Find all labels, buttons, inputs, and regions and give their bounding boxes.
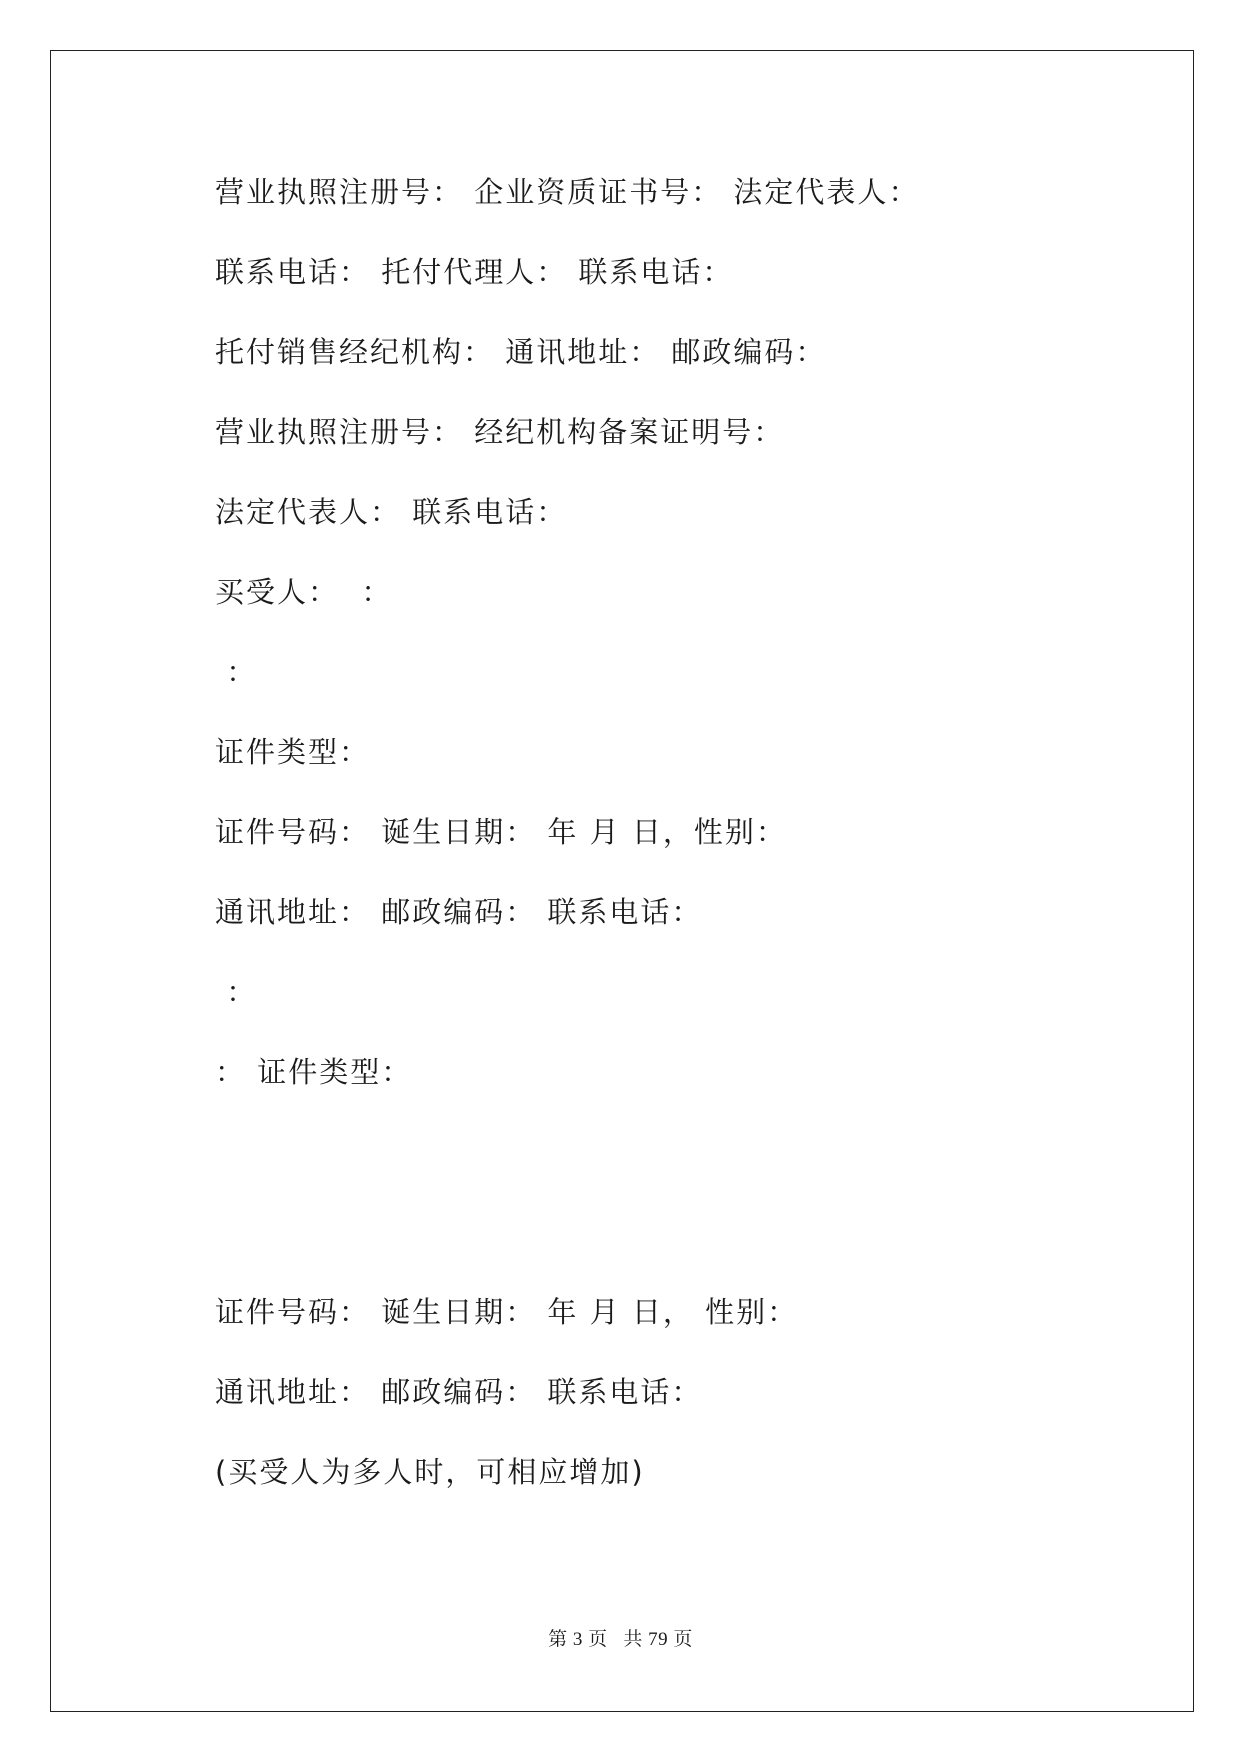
text-line-note: (买受人为多人时，可相应增加)	[215, 1455, 645, 1489]
text-line-legal-rep: 法定代表人： 联系电话：	[215, 495, 568, 529]
text-line-contact-agent: 联系电话： 托付代理人： 联系电话：	[215, 255, 734, 289]
page-number-footer: 第 3 页 共 79 页	[548, 1629, 693, 1650]
text-line-id-type: 证件类型：	[215, 735, 371, 769]
text-line-agency-record: 营业执照注册号： 经纪机构备案证明号：	[215, 415, 785, 449]
text-line-id-type-2: ： 证件类型：	[215, 1055, 413, 1089]
text-line-colon-1: ：	[215, 655, 258, 689]
text-line-id-number: 证件号码： 诞生日期： 年 月 日，性别：	[215, 815, 787, 849]
text-line-buyer: 买受人： ：	[215, 575, 393, 609]
text-line-address-2: 通讯地址： 邮政编码： 联系电话：	[215, 1375, 703, 1409]
text-line-address: 通讯地址： 邮政编码： 联系电话：	[215, 895, 703, 929]
text-line-id-number-2: 证件号码： 诞生日期： 年 月 日， 性别：	[215, 1295, 799, 1329]
text-line-colon-2: ：	[215, 975, 258, 1009]
text-line-business-license: 营业执照注册号： 企业资质证书号： 法定代表人：	[215, 175, 920, 209]
text-line-sales-agency: 托付销售经纪机构： 通讯地址： 邮政编码：	[215, 335, 827, 369]
